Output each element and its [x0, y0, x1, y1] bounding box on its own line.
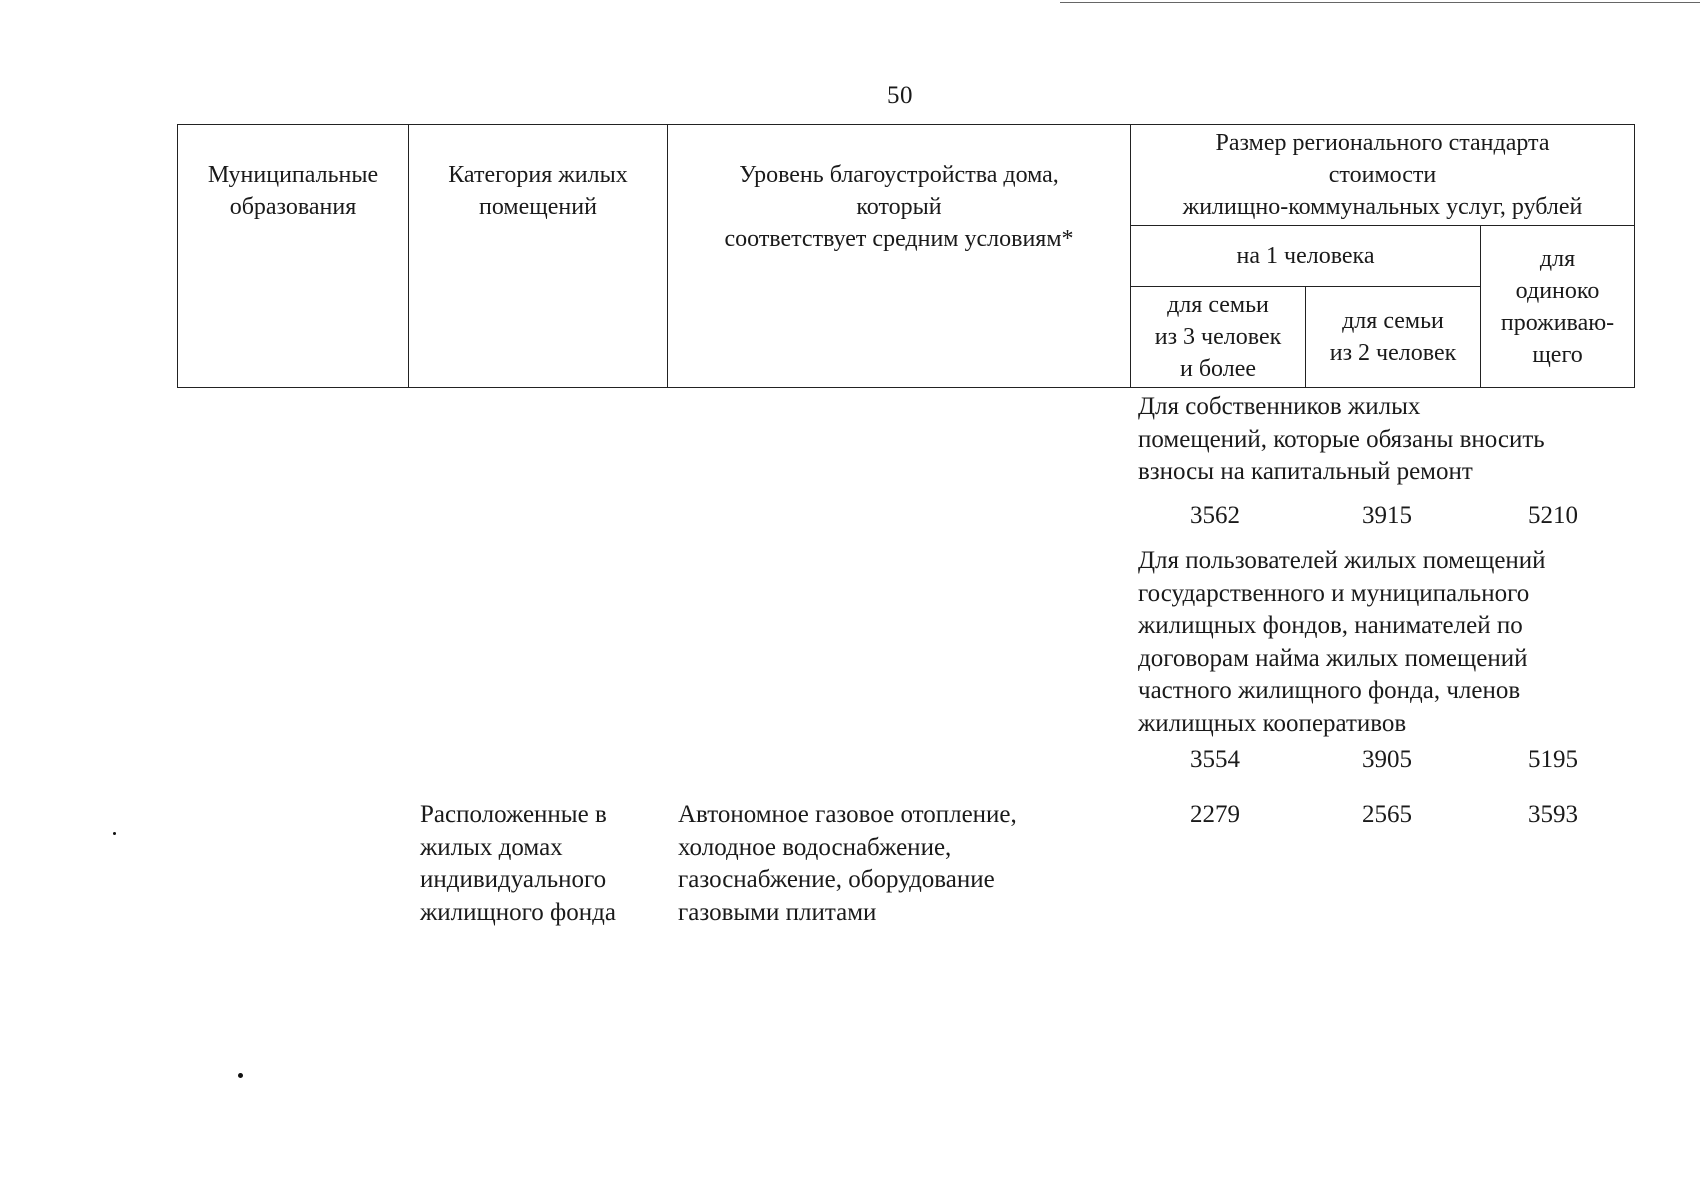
header-standard: Размер регионального стандарта стоимости жилищно-коммунальных услуг, рублей: [1131, 125, 1635, 226]
scan-speck: [238, 1073, 243, 1078]
header-category: Категория жилых помещений: [409, 125, 668, 388]
value-owners-single: 5210: [1528, 502, 1578, 529]
header-single: для одиноко проживаю- щего: [1481, 226, 1635, 388]
page-number: 50: [887, 82, 913, 109]
row-level: Автономное газовое отопление, холодное водоснабжение, газоснабжение, оборудование газовыми плитами: [678, 801, 1017, 926]
header-per-person: на 1 человека: [1131, 226, 1481, 287]
value-row-family2: 2565: [1362, 801, 1412, 828]
value-users-family3: 3554: [1190, 746, 1240, 773]
value-users-family2: 3905: [1362, 746, 1412, 773]
value-owners-family3: 3562: [1190, 502, 1240, 529]
section-users-caption: Для пользователей жилых помещений государственного и муниципального жилищных фондов, нанимателей по договорам найма жилых помещений частного жилищного фонда, членов жилищных кооперативов: [1138, 547, 1546, 737]
table-header: [177, 124, 1635, 388]
row-category: Расположенные в жилых домах индивидуального жилищного фонда: [420, 801, 616, 926]
header-family3: для семьи из 3 человек и более: [1131, 287, 1306, 388]
value-row-family3: 2279: [1190, 801, 1240, 828]
header-level: Уровень благоустройства дома, который соответствует средним условиям*: [668, 125, 1131, 388]
header-family2: для семьи из 2 человек: [1306, 287, 1481, 388]
section-owners-caption: Для собственников жилых помещений, которые обязаны вносить взносы на капитальный ремонт: [1138, 393, 1545, 485]
value-users-single: 5195: [1528, 746, 1578, 773]
scan-speck: [113, 832, 116, 835]
header-municipal: Муниципальные образования: [178, 125, 409, 388]
value-owners-family2: 3915: [1362, 502, 1412, 529]
scan-edge-line: [1060, 2, 1700, 3]
value-row-single: 3593: [1528, 801, 1578, 828]
